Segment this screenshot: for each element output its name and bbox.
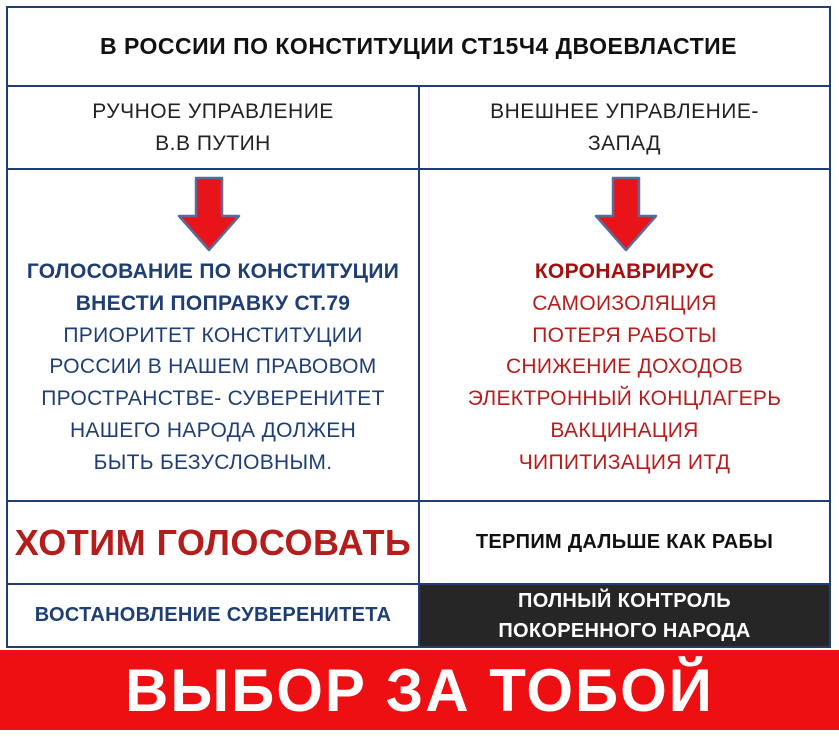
endure-text: ТЕРПИМ ДАЛЬШЕ КАК РАБЫ bbox=[475, 531, 774, 553]
right-bold-line: КОРОНАВРИРУС bbox=[534, 260, 715, 283]
down-arrow-icon bbox=[594, 176, 658, 252]
right-column-text bbox=[420, 256, 829, 479]
restore-sovereignty-text: ВОСТАНОВЛЕНИЕ СУВЕРЕНИТЕТА bbox=[34, 604, 392, 626]
total-control-box bbox=[420, 585, 829, 646]
right-header-line: ЗАПАД bbox=[588, 131, 661, 155]
left-line: ПРОСТРАНСТВЕ- СУВЕРЕНИТЕТ bbox=[41, 387, 385, 411]
right-line: ЭЛЕКТРОННЫЙ КОНЦЛАГЕРЬ bbox=[467, 387, 782, 411]
want-vote-text: ХОТИМ ГОЛОСОВАТЬ bbox=[14, 521, 412, 563]
left-header bbox=[8, 87, 418, 168]
choice-banner: ВЫБОР ЗА ТОБОЙ bbox=[0, 650, 839, 730]
left-line: БЫТЬ БЕЗУСЛОВНЫМ. bbox=[93, 450, 333, 474]
left-header-line: РУЧНОЕ УПРАВЛЕНИЕ bbox=[92, 99, 334, 123]
right-line: ВАКЦИНАЦИЯ bbox=[550, 418, 699, 442]
left-bold-line: ВНЕСТИ ПОПРАВКУ СТ.79 bbox=[75, 291, 351, 315]
control-line: ПОЛНЫЙ КОНТРОЛЬ bbox=[518, 589, 731, 612]
left-line: ПРИОРИТЕТ КОНСТИТУЦИИ bbox=[63, 323, 363, 347]
right-line: САМОИЗОЛЯЦИЯ bbox=[532, 291, 717, 315]
control-line: ПОКОРЕННОГО НАРОДА bbox=[498, 619, 751, 642]
page-title: В РОССИИ ПО КОНСТИТУЦИИ СТ15Ч4 ДВОЕВЛАСТИЕ bbox=[99, 33, 737, 59]
right-header-line: ВНЕШНЕЕ УПРАВЛЕНИЕ- bbox=[490, 99, 759, 123]
right-header bbox=[420, 87, 829, 168]
down-arrow-icon bbox=[177, 176, 241, 252]
left-column-text bbox=[8, 256, 418, 479]
left-header-line: В.В ПУТИН bbox=[155, 131, 271, 155]
left-line: НАШЕГО НАРОДА ДОЛЖЕН bbox=[69, 418, 357, 442]
left-line: РОССИИ В НАШЕМ ПРАВОВОМ bbox=[49, 355, 377, 379]
right-line: ПОТЕРЯ РАБОТЫ bbox=[532, 323, 717, 347]
right-line: ЧИПИТИЗАЦИЯ ИТД bbox=[518, 450, 731, 474]
left-bold-line: ГОЛОСОВАНИЕ ПО КОНСТИТУЦИИ bbox=[26, 260, 400, 283]
right-line: СНИЖЕНИЕ ДОХОДОВ bbox=[505, 355, 744, 379]
